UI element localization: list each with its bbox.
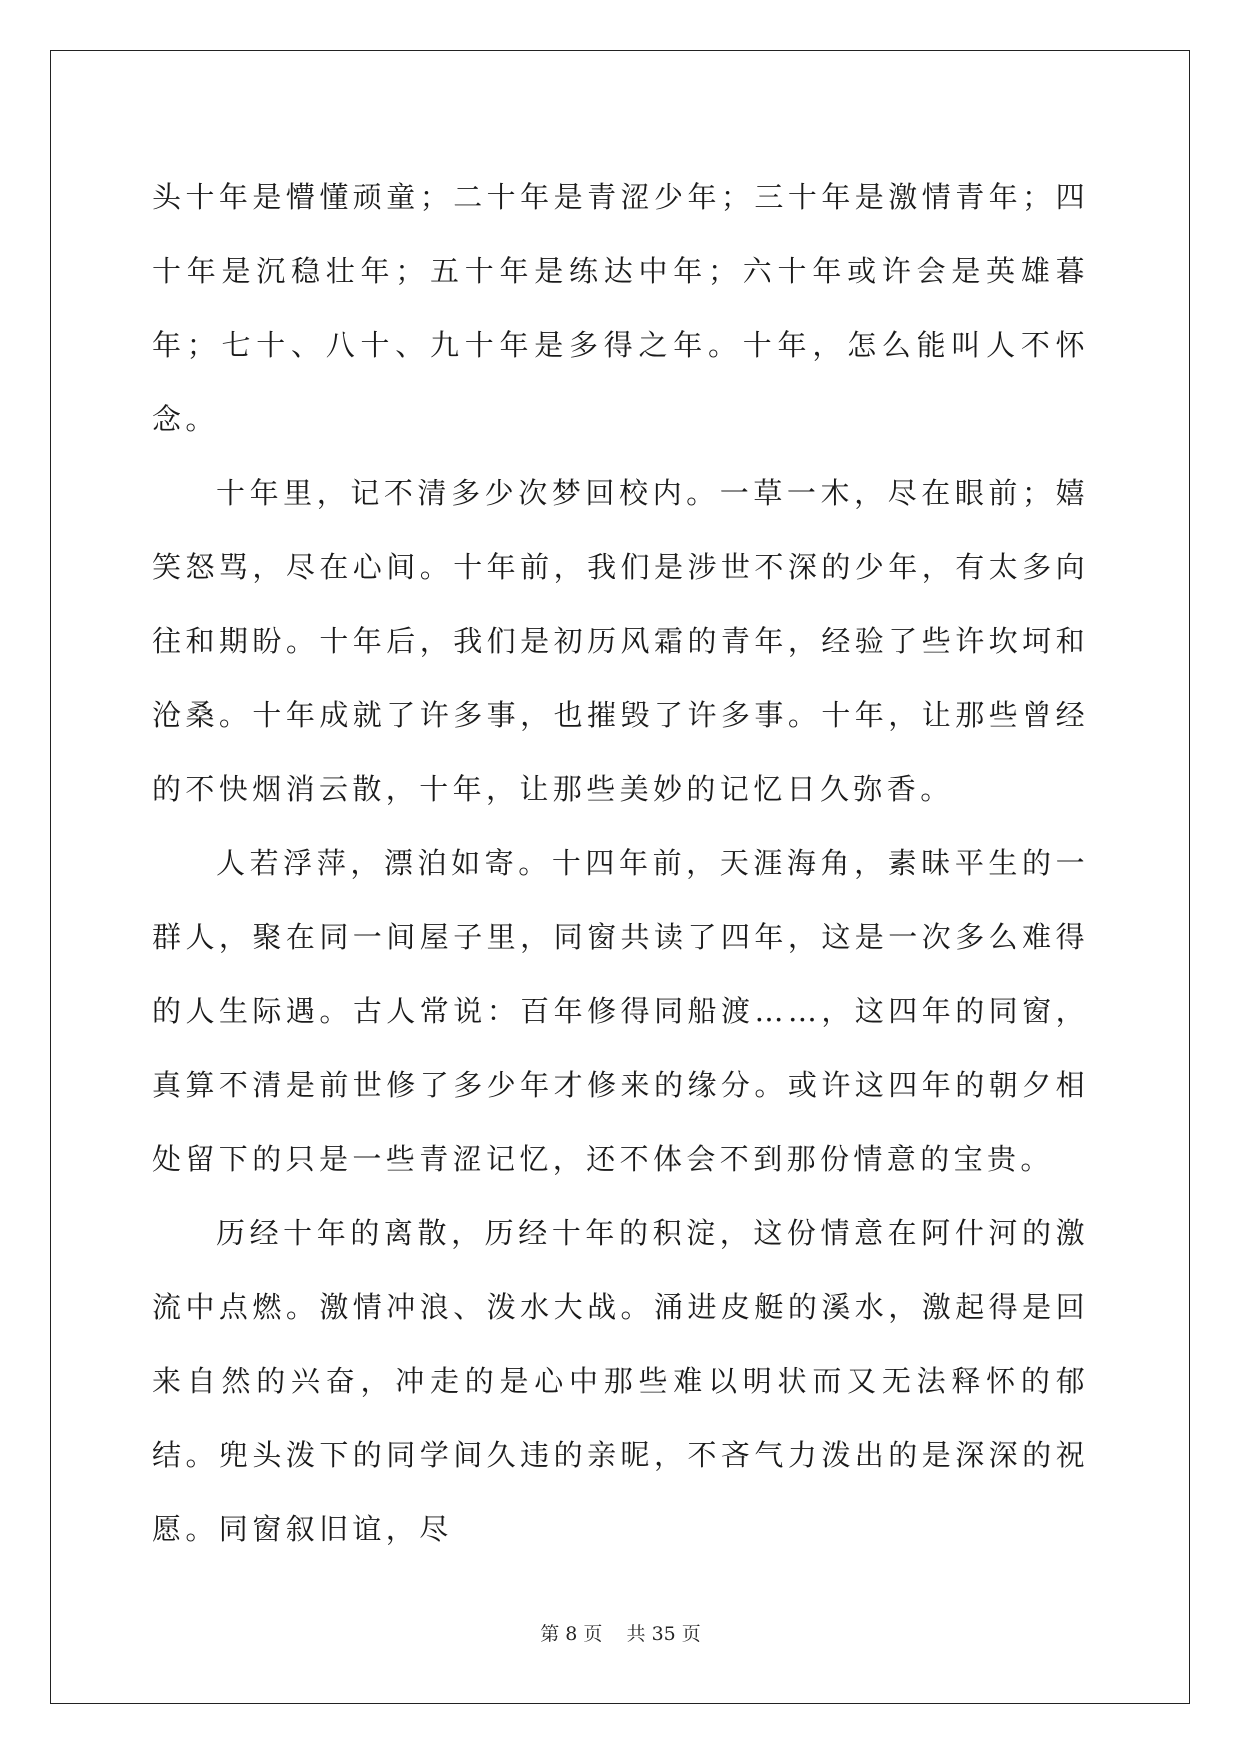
- paragraph: 十年里，记不清多少次梦回校内。一草一木，尽在眼前；嬉笑怒骂，尽在心间。十年前，我们是涉世不深的少年，有太多向往和期盼。十年后，我们是初历风霜的青年，经验了些许坎坷和沧桑。十年成就了许多事，也摧毁了许多事。十年，让那些曾经的不快烟消云散，十年，让那些美妙的记忆日久弥香。: [152, 476, 1089, 806]
- paragraph-continuation: 头十年是懵懂顽童；二十年是青涩少年；三十年是激情青年；四十年是沉稳壮年；五十年是练达中年；六十年或许会是英雄暮年；七十、八十、九十年是多得之年。十年，怎么能叫人不怀念。: [152, 180, 1089, 436]
- page-footer: [0, 1622, 1241, 1646]
- paragraph: 人若浮萍，漂泊如寄。十四年前，天涯海角，素昧平生的一群人，聚在同一间屋子里，同窗共读了四年，这是一次多么难得的人生际遇。古人常说：百年修得同船渡……，这四年的同窗，真算不清是前世修了多少年才修来的缘分。或许这四年的朝夕相处留下的只是一些青涩记忆，还不体会不到那份情意的宝贵。: [152, 846, 1089, 1176]
- paragraph: 历经十年的离散，历经十年的积淀，这份情意在阿什河的激流中点燃。激情冲浪、泼水大战。涌进皮艇的溪水，激起得是回来自然的兴奋，冲走的是心中那些难以明状而又无法释怀的郁结。兜头泼下的同学间久违的亲昵，不吝气力泼出的是深深的祝愿。同窗叙旧谊，尽: [152, 1216, 1089, 1546]
- page-total: 共 35 页: [626, 1623, 701, 1645]
- document-body: [152, 160, 1089, 1566]
- page-number: 第 8 页: [540, 1623, 603, 1645]
